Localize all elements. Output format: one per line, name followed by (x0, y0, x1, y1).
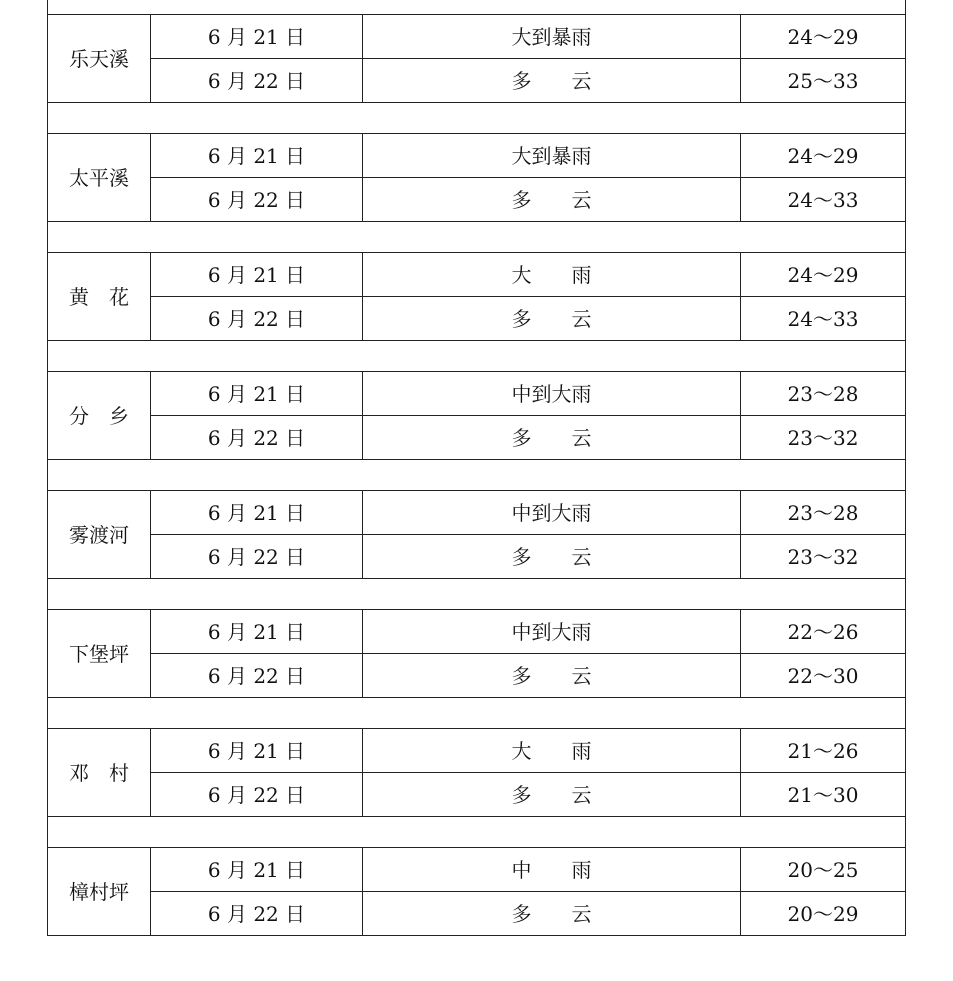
date-cell: 6 月 21 日 (151, 134, 363, 178)
date-cell: 6 月 22 日 (151, 416, 363, 460)
station-name: 樟村坪 (48, 848, 151, 936)
separator-row (48, 103, 906, 134)
weather-forecast-table (47, 0, 906, 936)
temperature-cell: 25～33 (741, 59, 906, 103)
date-cell: 6 月 22 日 (151, 535, 363, 579)
date-cell: 6 月 22 日 (151, 773, 363, 817)
weather-cell: 中到大雨 (363, 372, 741, 416)
station-name: 黄 花 (48, 253, 151, 341)
weather-cell: 中到大雨 (363, 610, 741, 654)
temperature-cell: 20～25 (741, 848, 906, 892)
temperature-cell: 23～32 (741, 535, 906, 579)
weather-cell: 多 云 (363, 297, 741, 341)
weather-cell: 多 云 (363, 59, 741, 103)
table-row (48, 892, 906, 936)
weather-cell: 多 云 (363, 416, 741, 460)
temperature-cell: 23～28 (741, 491, 906, 535)
temperature-cell: 22～30 (741, 654, 906, 698)
separator-cell (48, 0, 906, 15)
temperature-cell: 24～29 (741, 134, 906, 178)
separator-row (48, 698, 906, 729)
date-cell: 6 月 22 日 (151, 654, 363, 698)
temperature-cell: 20～29 (741, 892, 906, 936)
table-row (48, 610, 906, 654)
separator-row (48, 460, 906, 491)
weather-cell: 多 云 (363, 535, 741, 579)
table-row (48, 59, 906, 103)
temperature-cell: 21～30 (741, 773, 906, 817)
date-cell: 6 月 21 日 (151, 848, 363, 892)
weather-cell: 大到暴雨 (363, 15, 741, 59)
separator-row (48, 222, 906, 253)
station-name: 雾渡河 (48, 491, 151, 579)
station-name: 乐天溪 (48, 15, 151, 103)
temperature-cell: 24～33 (741, 297, 906, 341)
date-cell: 6 月 21 日 (151, 372, 363, 416)
table-row (48, 297, 906, 341)
weather-cell: 大 雨 (363, 729, 741, 773)
station-name: 邓 村 (48, 729, 151, 817)
table-row (48, 178, 906, 222)
station-name: 分 乡 (48, 372, 151, 460)
table-row (48, 773, 906, 817)
separator-row (48, 0, 906, 15)
weather-cell: 多 云 (363, 892, 741, 936)
weather-cell: 多 云 (363, 178, 741, 222)
date-cell: 6 月 22 日 (151, 297, 363, 341)
weather-cell: 中 雨 (363, 848, 741, 892)
temperature-cell: 22～26 (741, 610, 906, 654)
weather-cell: 大到暴雨 (363, 134, 741, 178)
table-row (48, 535, 906, 579)
weather-cell: 大 雨 (363, 253, 741, 297)
separator-cell (48, 817, 906, 848)
table-row (48, 15, 906, 59)
date-cell: 6 月 21 日 (151, 253, 363, 297)
separator-cell (48, 698, 906, 729)
separator-cell (48, 103, 906, 134)
table-row (48, 253, 906, 297)
temperature-cell: 24～29 (741, 15, 906, 59)
separator-cell (48, 460, 906, 491)
temperature-cell: 24～29 (741, 253, 906, 297)
separator-cell (48, 222, 906, 253)
separator-cell (48, 341, 906, 372)
table-row (48, 134, 906, 178)
date-cell: 6 月 21 日 (151, 15, 363, 59)
forecast-table-body (48, 0, 906, 936)
weather-cell: 多 云 (363, 773, 741, 817)
weather-cell: 中到大雨 (363, 491, 741, 535)
temperature-cell: 21～26 (741, 729, 906, 773)
date-cell: 6 月 21 日 (151, 491, 363, 535)
table-row (48, 372, 906, 416)
table-row (48, 729, 906, 773)
separator-cell (48, 579, 906, 610)
temperature-cell: 23～32 (741, 416, 906, 460)
date-cell: 6 月 22 日 (151, 178, 363, 222)
table-row (48, 654, 906, 698)
table-row (48, 416, 906, 460)
station-name: 下堡坪 (48, 610, 151, 698)
temperature-cell: 23～28 (741, 372, 906, 416)
table-row (48, 848, 906, 892)
separator-row (48, 341, 906, 372)
date-cell: 6 月 22 日 (151, 892, 363, 936)
table-row (48, 491, 906, 535)
station-name: 太平溪 (48, 134, 151, 222)
weather-cell: 多 云 (363, 654, 741, 698)
separator-row (48, 579, 906, 610)
separator-row (48, 817, 906, 848)
date-cell: 6 月 21 日 (151, 610, 363, 654)
temperature-cell: 24～33 (741, 178, 906, 222)
date-cell: 6 月 22 日 (151, 59, 363, 103)
date-cell: 6 月 21 日 (151, 729, 363, 773)
